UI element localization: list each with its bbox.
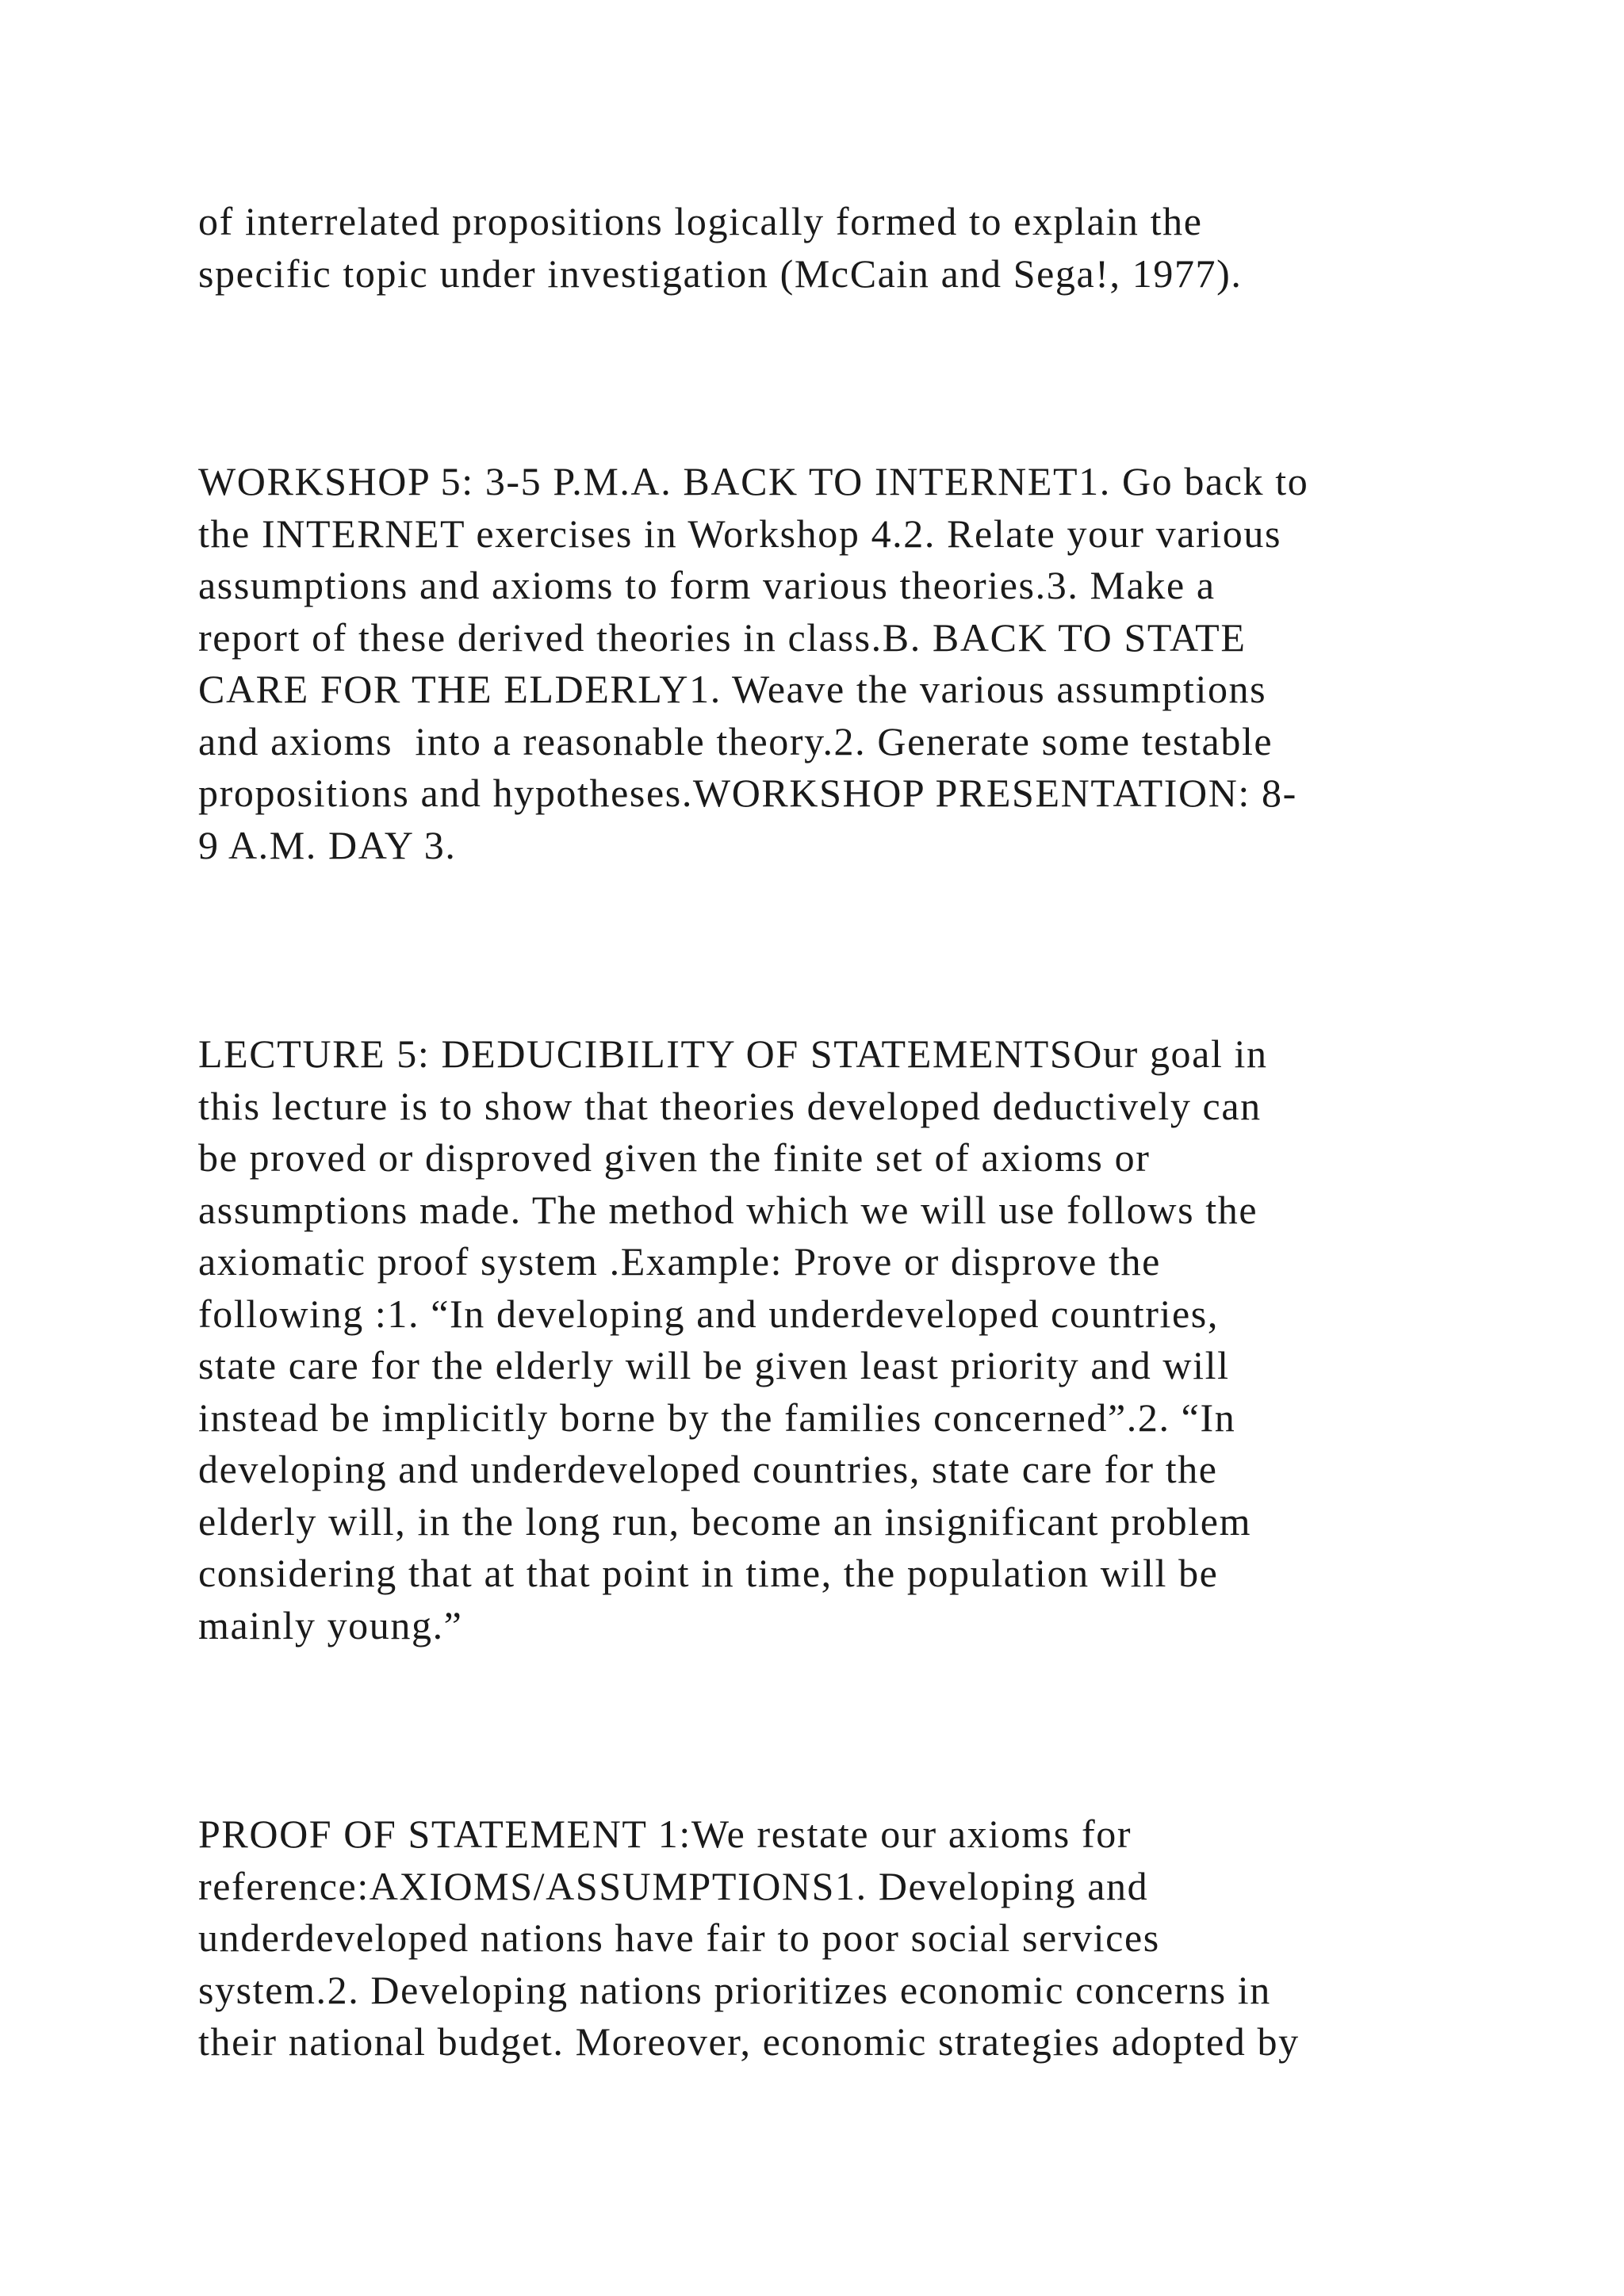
text-line: axiomatic proof system .Example: Prove or disprove the (198, 1239, 1161, 1284)
text-line: be proved or disproved given the finite set of axioms or (198, 1135, 1151, 1180)
text-line: the INTERNET exercises in Workshop 4.2. Relate your various (198, 511, 1282, 556)
text-line: 9 A.M. DAY 3. (198, 822, 457, 867)
text-line: instead be implicitly borne by the families concerned”.2. “In (198, 1395, 1236, 1440)
text-line: state care for the elderly will be given least priority and will (198, 1343, 1230, 1387)
text-line: assumptions and axioms to form various theories.3. Make a (198, 563, 1216, 607)
text-line: of interrelated propositions logically formed to explain the (198, 199, 1203, 243)
text-line: reference:AXIOMS/ASSUMPTIONS1. Developing and (198, 1863, 1149, 1908)
text-line: propositions and hypotheses.WORKSHOP PRESENTATION: 8- (198, 771, 1297, 815)
text-line: specific topic under investigation (McCain and Sega!, 1977). (198, 251, 1243, 296)
text-line: their national budget. Moreover, economic strategies adopted by (198, 2019, 1300, 2064)
text-line: LECTURE 5: DEDUCIBILITY OF STATEMENTSOur goal in (198, 1031, 1268, 1076)
text-line: elderly will, in the long run, become an insignificant problem (198, 1498, 1252, 1544)
text-line: considering that at that point in time, the population will be (198, 1551, 1219, 1595)
text-line: system.2. Developing nations prioritizes economic concerns in (198, 1967, 1271, 2012)
paragraph-workshop-5 (198, 456, 1308, 871)
text-line: underdeveloped nations have fair to poor social services (198, 1915, 1160, 1960)
text-line: report of these derived theories in class.B. BACK TO STATE (198, 614, 1247, 660)
text-line: developing and underdeveloped countries, state care for the (198, 1447, 1218, 1491)
paragraph-lecture-5 (198, 1028, 1268, 1651)
paragraph-proof-statement-1 (198, 1808, 1300, 2068)
text-line: and axioms into a reasonable theory.2. Generate some testable (198, 718, 1274, 763)
paragraph-1 (198, 196, 1243, 300)
text-line: CARE FOR THE ELDERLY1. Weave the various assumptions (198, 667, 1267, 711)
text-line: mainly young.” (198, 1602, 463, 1647)
text-line: this lecture is to show that theories developed deductively can (198, 1083, 1262, 1128)
text-line: PROOF OF STATEMENT 1:We restate our axioms for (198, 1812, 1132, 1856)
text-line: WORKSHOP 5: 3-5 P.M.A. BACK TO INTERNET1. Go back to (198, 459, 1309, 503)
text-line: assumptions made. The method which we will use follows the (198, 1187, 1258, 1232)
text-line: following :1. “In developing and underdeveloped countries, (198, 1291, 1219, 1336)
